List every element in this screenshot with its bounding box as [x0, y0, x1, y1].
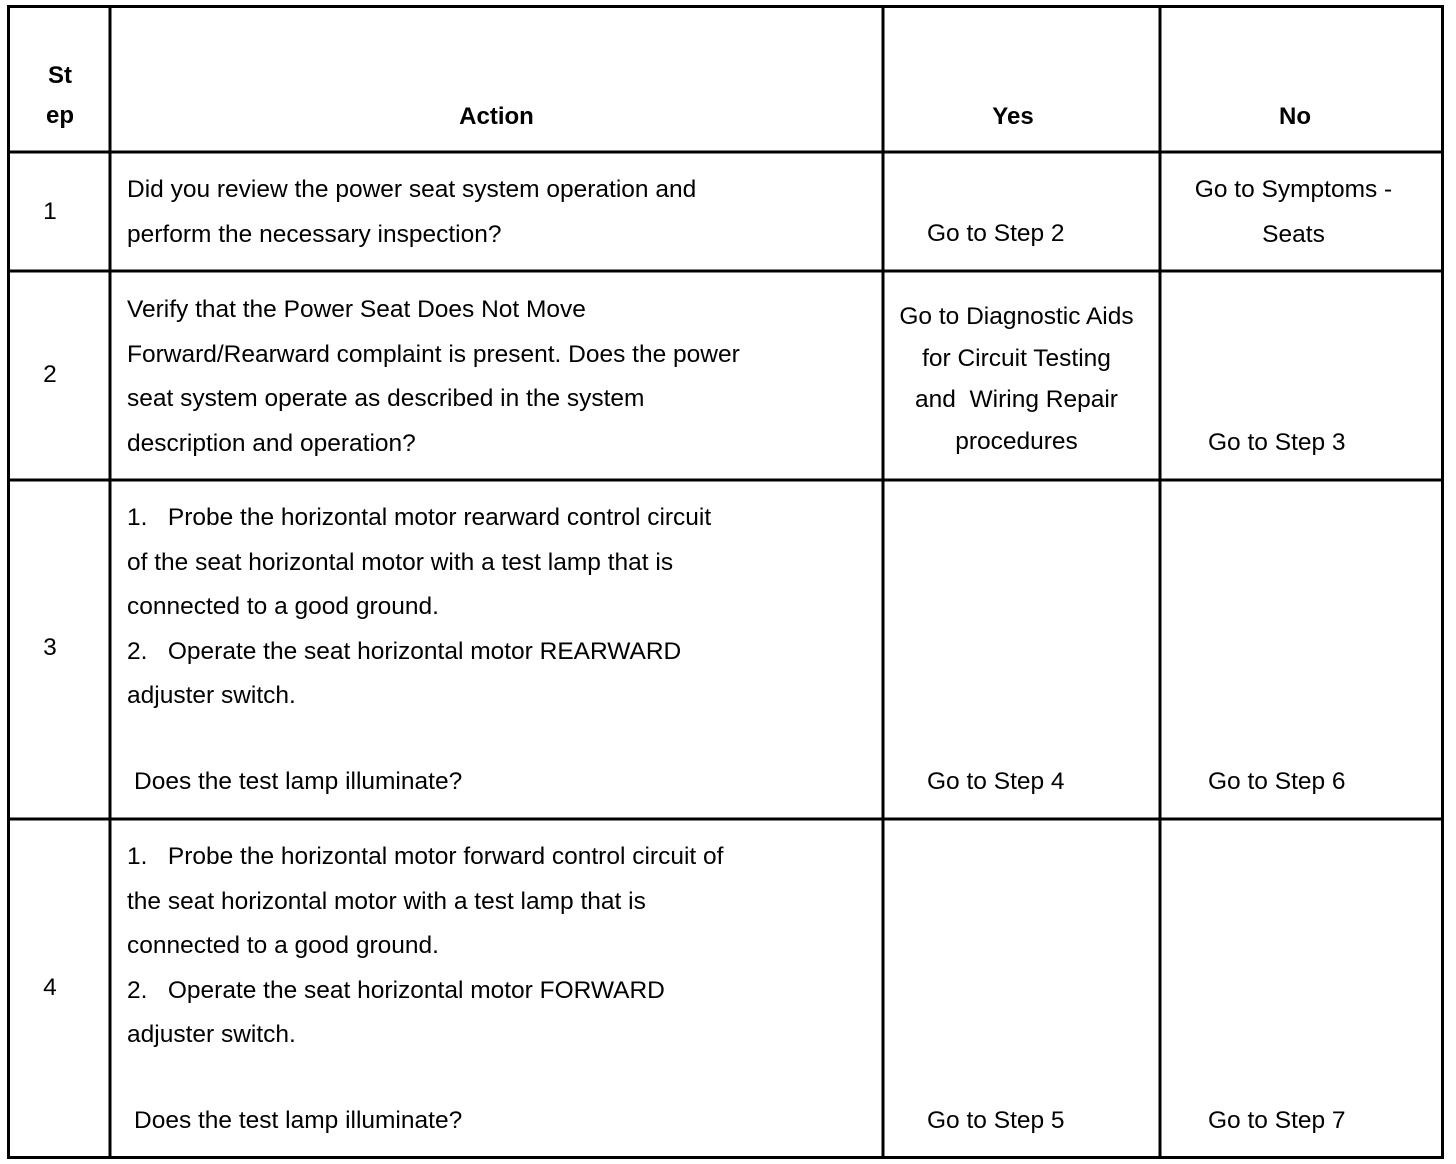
header-action: Action: [459, 103, 534, 130]
row-2-step: 2: [43, 361, 57, 388]
row-3-question: Does the test lamp illuminate?: [134, 768, 463, 795]
row-4-no: Go to Step 7: [1208, 1107, 1346, 1134]
row-4-step: 4: [43, 974, 57, 1001]
row-3-action: 1. Probe the horizontal motor rearward control circuit of the seat horizontal motor with a test lamp that is connected to a good ground. 2. Operate the seat horizontal motor REARWARD adjuster switch.: [127, 504, 712, 709]
row-1-action: Did you review the power seat system operation and perform the necessary inspection?: [127, 176, 697, 248]
row-1-yes: Go to Step 2: [927, 220, 1065, 247]
row-4-question: Does the test lamp illuminate?: [134, 1107, 463, 1134]
row-2-yes: Go to Diagnostic Aids for Circuit Testing and Wiring Repair procedures: [899, 303, 1134, 455]
row-4-action: 1. Probe the horizontal motor forward control circuit of the seat horizontal motor with a test lamp that is connected to a good ground. 2. Operate the seat horizontal motor FORWARD adjuster switch.: [127, 843, 724, 1048]
row-3-yes: Go to Step 4: [927, 768, 1065, 795]
row-2-action: Verify that the Power Seat Does Not Move Forward/Rearward complaint is present. Does the power seat system operate as described in the system description and operation?: [127, 296, 740, 457]
header-step: St ep: [45, 62, 74, 129]
row-3-no: Go to Step 6: [1208, 768, 1346, 795]
header-yes: Yes: [992, 103, 1034, 130]
row-3-step: 3: [43, 634, 57, 661]
row-2-no: Go to Step 3: [1208, 429, 1346, 456]
row-1-no: Go to Symptoms - Seats: [1194, 176, 1393, 248]
row-4-yes: Go to Step 5: [927, 1107, 1065, 1134]
header-no: No: [1279, 103, 1311, 130]
row-1-step: 1: [43, 198, 57, 225]
